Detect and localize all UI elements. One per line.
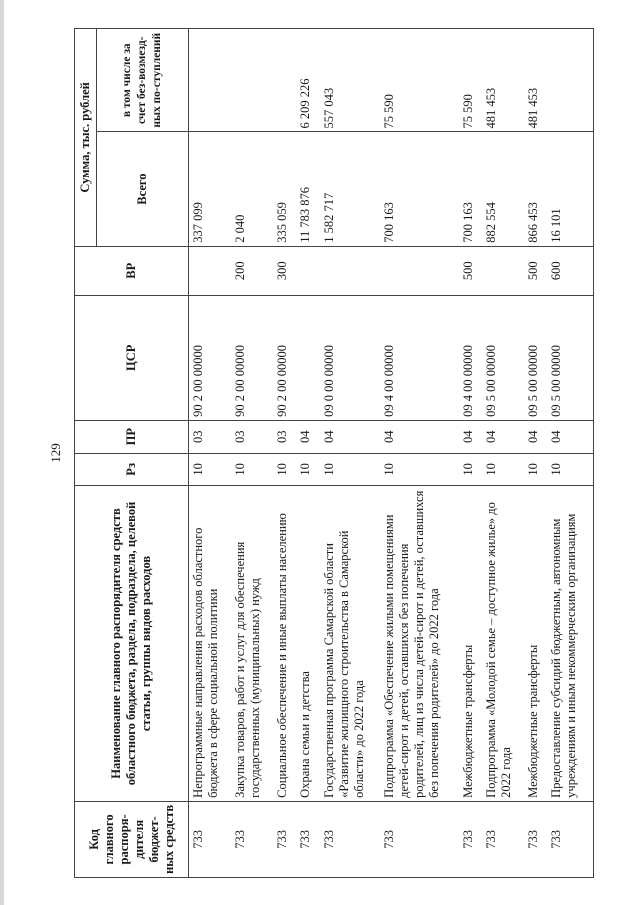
row-total: 700 163 [459, 132, 482, 246]
header-code: Код главного распоря-дителя бюджет-ных средств [75, 801, 189, 877]
row-total: 1 582 717 [320, 132, 380, 246]
row-vr [482, 246, 524, 295]
row-total: 335 059 [273, 132, 296, 246]
table-row [482, 29, 524, 878]
table-row [189, 29, 231, 878]
table-row [231, 29, 273, 878]
row-code: 733 [296, 801, 319, 877]
row-code: 733 [524, 801, 547, 877]
table-row [320, 29, 380, 878]
row-vr [380, 246, 459, 295]
rotated-page [40, 28, 600, 878]
table-row [547, 29, 589, 878]
row-name: Межбюджетные трансферты [524, 486, 547, 802]
row-name: Межбюджетные трансферты [459, 486, 482, 802]
row-free: 481 453 [482, 29, 524, 132]
row-vr: 300 [273, 246, 296, 295]
row-free [273, 29, 296, 132]
row-rz: 10 [547, 453, 589, 486]
row-name: Предоставление субсидий бюджетным, автономным учреждениям и иным некоммерческим организациям [547, 486, 589, 802]
spacer-cell [589, 486, 594, 802]
row-pr: 04 [296, 420, 319, 453]
row-rz: 10 [320, 453, 380, 486]
header-vr: ВР [75, 246, 189, 295]
row-name: Подпрограмма «Молодой семье – доступное жилье» до 2022 года [482, 486, 524, 802]
row-name: Подпрограмма «Обеспечение жилыми помещениями детей-сирот и детей, оставшихся без попечения родителей, лиц из числа детей-сирот и детей, оставшихся без попечения родителей» до 2022 года [380, 486, 459, 802]
row-vr: 500 [459, 246, 482, 295]
row-code: 733 [482, 801, 524, 877]
row-csr: 09 5 00 00000 [547, 295, 589, 420]
row-code: 733 [189, 801, 231, 877]
row-pr: 04 [380, 420, 459, 453]
row-csr: 90 2 00 00000 [231, 295, 273, 420]
row-code: 733 [459, 801, 482, 877]
row-csr: 90 2 00 00000 [273, 295, 296, 420]
row-free: 481 453 [524, 29, 547, 132]
row-rz: 10 [189, 453, 231, 486]
table-row [459, 29, 482, 878]
row-csr: 09 5 00 00000 [524, 295, 547, 420]
row-csr: 09 5 00 00000 [482, 295, 524, 420]
spacer-cell [589, 29, 594, 132]
row-rz: 10 [231, 453, 273, 486]
row-vr: 200 [231, 246, 273, 295]
header-csr: ЦСР [75, 295, 189, 420]
row-free [231, 29, 273, 132]
row-rz: 10 [524, 453, 547, 486]
row-free: 6 209 226 [296, 29, 319, 132]
row-csr: 09 4 00 00000 [459, 295, 482, 420]
spacer-cell [589, 295, 594, 420]
row-rz: 10 [380, 453, 459, 486]
row-free [547, 29, 589, 132]
row-csr [296, 295, 319, 420]
row-total: 866 453 [524, 132, 547, 246]
row-code: 733 [547, 801, 589, 877]
row-vr [296, 246, 319, 295]
row-rz: 10 [482, 453, 524, 486]
row-name: Охрана семьи и детства [296, 486, 319, 802]
row-free: 75 590 [380, 29, 459, 132]
row-pr: 04 [482, 420, 524, 453]
spacer-cell [589, 420, 594, 453]
row-vr: 600 [547, 246, 589, 295]
row-rz: 10 [273, 453, 296, 486]
row-name: Закупка товаров, работ и услуг для обеспечения государственных (муниципальных) нужд [231, 486, 273, 802]
row-rz: 10 [459, 453, 482, 486]
row-code: 733 [231, 801, 273, 877]
row-vr [320, 246, 380, 295]
row-csr: 09 4 00 00000 [380, 295, 459, 420]
row-pr: 03 [189, 420, 231, 453]
row-pr: 04 [320, 420, 380, 453]
row-rz: 10 [296, 453, 319, 486]
row-csr: 90 2 00 00000 [189, 295, 231, 420]
spacer-cell [589, 132, 594, 246]
row-code: 733 [380, 801, 459, 877]
table-bottom-spacer [589, 29, 594, 878]
row-total: 16 101 [547, 132, 589, 246]
row-csr: 09 0 00 00000 [320, 295, 380, 420]
table-row [380, 29, 459, 878]
row-vr [189, 246, 231, 295]
header-rz: Рз [75, 453, 189, 486]
row-total: 2 040 [231, 132, 273, 246]
table-body [189, 29, 594, 878]
header-sum-group: Сумма, тыс. рублей [75, 29, 97, 247]
row-pr: 04 [459, 420, 482, 453]
scan-edge [0, 0, 4, 905]
row-code: 733 [273, 801, 296, 877]
header-including: в том числе за счет без-возмезд-ных по-ступлений [97, 29, 189, 132]
header-name: Наименование главного распорядителя средств областного бюджета, раздела, подраздела, целевой статьи, группы видов расходов [75, 486, 189, 802]
row-vr: 500 [524, 246, 547, 295]
row-pr: 03 [231, 420, 273, 453]
row-name: Социальное обеспечение и иные выплаты населению [273, 486, 296, 802]
row-total: 11 783 876 [296, 132, 319, 246]
page-number: 129 [48, 443, 63, 463]
table-row [273, 29, 296, 878]
table-row [296, 29, 319, 878]
row-code: 733 [320, 801, 380, 877]
budget-table [74, 28, 594, 878]
spacer-cell [589, 246, 594, 295]
header-pr: ПР [75, 420, 189, 453]
row-free: 75 590 [459, 29, 482, 132]
row-name: Непрограммные направления расходов областного бюджета в сфере социальной политики [189, 486, 231, 802]
row-pr: 04 [524, 420, 547, 453]
row-free [189, 29, 231, 132]
spacer-cell [589, 453, 594, 486]
row-free: 557 043 [320, 29, 380, 132]
row-pr: 04 [547, 420, 589, 453]
row-total: 882 554 [482, 132, 524, 246]
spacer-cell [589, 801, 594, 877]
table-row [524, 29, 547, 878]
row-total: 337 099 [189, 132, 231, 246]
row-total: 700 163 [380, 132, 459, 246]
row-name: Государственная программа Самарской области «Развитие жилищного строительства в Самарской области» до 2022 года [320, 486, 380, 802]
header-total: Всего [97, 132, 189, 246]
row-pr: 03 [273, 420, 296, 453]
